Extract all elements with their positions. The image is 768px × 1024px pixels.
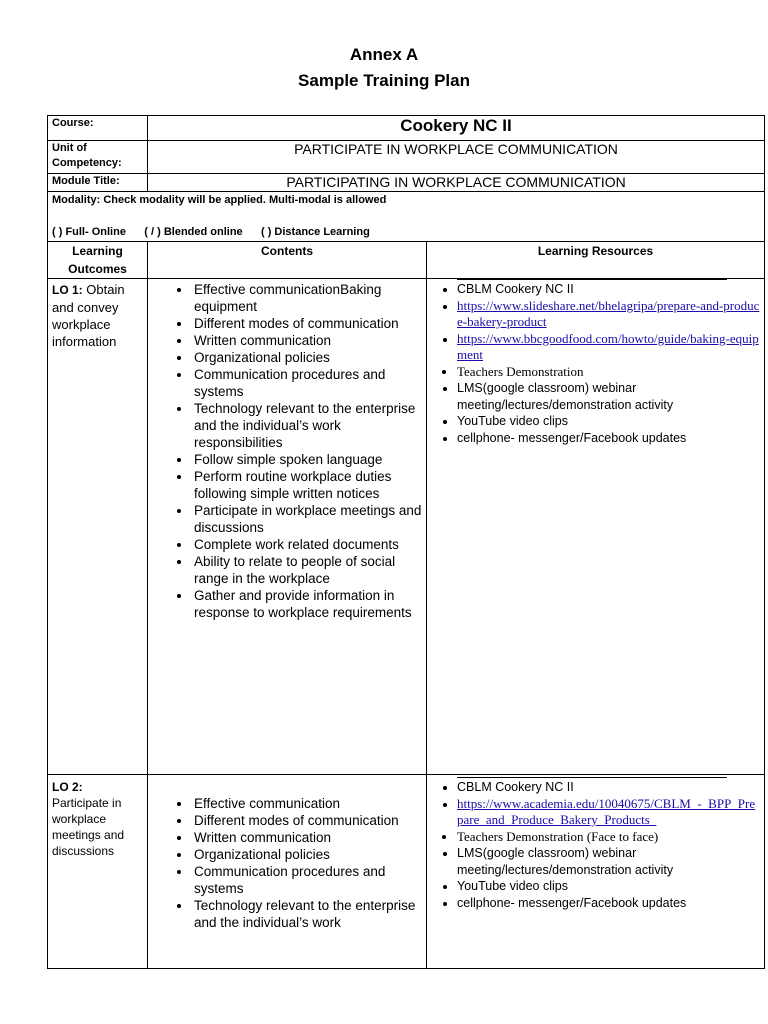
resource-rule [457, 279, 727, 280]
outcomes-header [48, 242, 148, 279]
unit-row [48, 141, 765, 174]
lo1-outcome [48, 279, 148, 775]
document-title-block [0, 42, 768, 94]
list-item: • Gather and provide information in response to workplace requirements [192, 587, 422, 621]
list-item: • Participate in workplace meetings and discussions [192, 502, 422, 536]
list-item: • Teachers Demonstration (Face to face) [457, 829, 760, 846]
list-item: • YouTube video clips [457, 413, 760, 430]
list-item: • CBLM Cookery NC II [457, 281, 760, 298]
list-item: • Effective communication [192, 795, 422, 812]
resource-link[interactable] [457, 298, 760, 331]
lo1-resources [427, 279, 765, 775]
resource-link-text[interactable]: https://www.slideshare.net/bhelagripa/prepare-and-produce-bakery-product [457, 297, 760, 329]
document-title: Sample Training Plan [298, 71, 470, 90]
module-value: PARTICIPATING IN WORKPLACE COMMUNICATION [148, 174, 765, 192]
modality-note: Modality: Check modality will be applied. Multi-modal is allowed [52, 194, 387, 206]
course-label: Course: [48, 116, 148, 141]
modality-row [48, 192, 765, 242]
resource-link-text[interactable]: https://www.academia.edu/10040675/CBLM_-_BPP_Prepare_and_Produce_Bakery_Products_ [457, 795, 756, 827]
list-item: • Different modes of communication [192, 812, 422, 829]
lo2-label: LO 2: [52, 780, 83, 794]
list-item: • Perform routine workplace duties following simple written notices [192, 468, 422, 502]
lo1-contents-list [152, 281, 422, 621]
list-item: • Communication procedures and systems [192, 366, 422, 400]
course-row [48, 116, 765, 141]
resources-header: Learning Resources [427, 242, 765, 279]
training-plan-table [47, 115, 765, 969]
unit-label-line2: Competency: [52, 157, 122, 169]
lo2-contents-list [152, 795, 422, 931]
list-item: • LMS(google classroom) webinar meeting/lectures/demonstration activity [457, 845, 760, 878]
lo1-contents [148, 279, 427, 775]
module-label: Module Title: [48, 174, 148, 192]
list-item: • Organizational policies [192, 349, 422, 366]
lo2-text: Participate in workplace meetings and discussions [52, 796, 125, 858]
resource-rule [457, 777, 727, 778]
list-item: • LMS(google classroom) webinar meeting/lectures/demonstration activity [457, 380, 760, 413]
annex-heading: Annex A [349, 45, 419, 64]
course-value: Cookery NC II [148, 116, 765, 141]
list-item: • Technology relevant to the enterprise and the individual’s work responsibilities [192, 400, 422, 451]
list-item: • CBLM Cookery NC II [457, 779, 760, 796]
column-header-row [48, 242, 765, 279]
list-item: • Different modes of communication [192, 315, 422, 332]
list-item: • Organizational policies [192, 846, 422, 863]
resource-link[interactable] [457, 796, 760, 829]
resource-link[interactable] [457, 331, 760, 364]
lo1-label: LO 1: [52, 283, 83, 297]
lo1-text: Obtain and convey workplace information [52, 282, 125, 349]
list-item: • Written communication [192, 332, 422, 349]
lo1-resources-list [431, 281, 760, 446]
lo2-resources-list [431, 779, 760, 911]
module-row [48, 174, 765, 192]
list-item: • Ability to relate to people of social range in the workplace [192, 553, 422, 587]
lo2-resources [427, 775, 765, 969]
outcomes-header-line1: Learning [72, 244, 123, 258]
unit-label-line1: Unit of [52, 142, 87, 154]
list-item: • Complete work related documents [192, 536, 422, 553]
list-item: • Technology relevant to the enterprise and the individual’s work [192, 897, 422, 931]
resource-link-text[interactable]: https://www.bbcgoodfood.com/howto/guide/baking-equipment [457, 330, 759, 362]
list-item: • Follow simple spoken language [192, 451, 422, 468]
modality-cell [48, 192, 765, 242]
list-item: • Effective communicationBaking equipment [192, 281, 422, 315]
contents-header: Contents [148, 242, 427, 279]
list-item: • Teachers Demonstration [457, 364, 760, 381]
unit-label [48, 141, 148, 174]
lo1-row [48, 279, 765, 775]
lo2-contents [148, 775, 427, 969]
list-item: • cellphone- messenger/Facebook updates [457, 430, 760, 447]
unit-value: PARTICIPATE IN WORKPLACE COMMUNICATION [148, 141, 765, 174]
list-item: • YouTube video clips [457, 878, 760, 895]
list-item: • cellphone- messenger/Facebook updates [457, 895, 760, 912]
list-item: • Communication procedures and systems [192, 863, 422, 897]
modality-options: ( ) Full- Online ( / ) Blended online ( ) Distance Learning [52, 226, 370, 238]
list-item: • Written communication [192, 829, 422, 846]
lo2-row [48, 775, 765, 969]
lo2-outcome [48, 775, 148, 969]
outcomes-header-line2: Outcomes [68, 262, 127, 276]
